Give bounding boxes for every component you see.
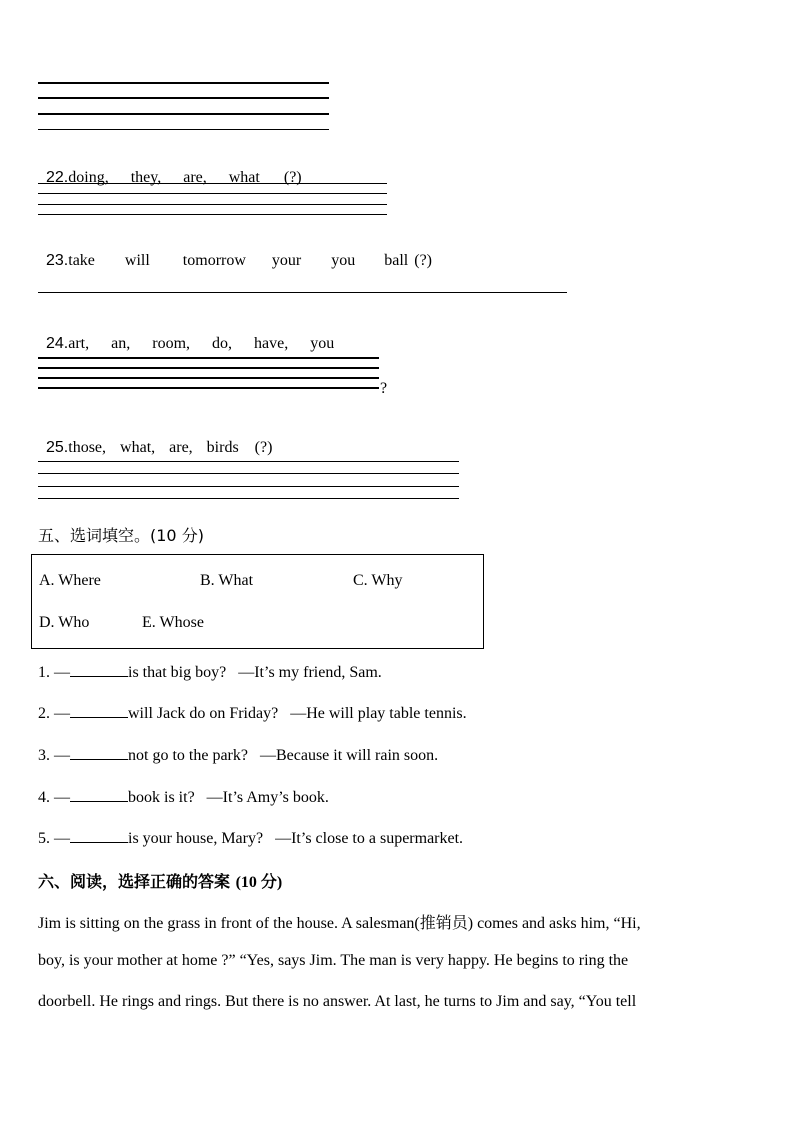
fill-item-1 [38,662,382,682]
question-number: 23. [46,252,69,269]
question-24 [38,317,334,353]
word: you [310,335,335,352]
option-b: B. What [200,572,254,589]
question-number: 24. [46,335,69,352]
answer-line [38,377,379,379]
question-number: 22. [46,169,69,186]
item-text: will Jack do on Friday? [128,705,279,722]
answer-blank[interactable] [70,828,128,843]
question-25 [38,421,272,457]
word: room, [152,335,191,352]
answer-line [38,97,329,99]
question-22 [38,151,302,187]
word: what [228,169,260,186]
option-d: D. Who [39,614,90,631]
answer-line [38,183,387,184]
passage-line: doorbell. He rings and rings. But there is no answer. At last, he turns to Jim and say, “You tell [38,993,637,1010]
word: are, [183,169,207,186]
word: an, [111,335,131,352]
item-number: 3. — [38,747,70,764]
item-answer: —It’s Amy’s book. [206,789,329,806]
item-answer: —It’s my friend, Sam. [238,664,382,681]
item-answer: —Because it will rain soon. [259,747,439,764]
word: do, [212,335,233,352]
question-23 [38,234,432,270]
word: have, [254,335,289,352]
section-6-score: (10 分) [235,874,283,891]
answer-line [38,387,379,389]
item-text: is your house, Mary? [128,830,264,847]
word: those, [68,439,107,456]
answer-line [38,214,387,215]
word: doing, [68,169,109,186]
fill-item-5 [38,828,463,848]
answer-blank[interactable] [70,745,128,760]
answer-line [38,129,329,130]
word: art, [68,335,90,352]
answer-blank[interactable] [70,703,128,718]
option-e: E. Whose [142,614,204,631]
item-text: not go to the park? [128,747,248,764]
answer-line [38,461,459,462]
answer-line [38,498,459,499]
section-6-title [38,869,282,892]
passage-line: Jim is sitting on the grass in front of the house. A salesman(推销员) comes and asks him, “Hi, [38,915,641,932]
answer-blank[interactable] [70,662,128,677]
item-answer: —He will play table tennis. [290,705,467,722]
word: tomorrow [182,252,246,269]
section-5-title: 五、选词填空。(10 分) [38,526,204,545]
word: birds [206,439,239,456]
item-text: is that big boy? [128,664,227,681]
passage-line: boy, is your mother at home ?” “Yes, says Jim. The man is very happy. He begins to ring the [38,952,629,969]
answer-line [38,204,387,205]
fill-item-2 [38,703,467,723]
answer-line [38,292,567,293]
word: your [271,252,302,269]
item-answer: —It’s close to a supermarket. [275,830,464,847]
answer-line [38,193,387,194]
item-number: 5. — [38,830,70,847]
option-c: C. Why [353,572,403,589]
word: what, [120,439,156,456]
fill-item-4 [38,787,329,807]
option-a: A. Where [39,572,101,589]
word-bank-box [31,554,484,649]
answer-blank[interactable] [70,787,128,802]
word: they, [130,169,162,186]
section-6-heading: 六、阅读，选择正确的答案 [38,872,231,891]
word: (?) [283,169,302,186]
answer-line [38,357,379,359]
word: (?) [414,252,432,269]
answer-line [38,367,379,369]
answer-line [38,113,329,115]
item-text: book is it? [128,789,195,806]
word: (?) [254,439,273,456]
answer-line [38,486,459,487]
word: you [331,252,356,269]
question-mark: ? [380,380,388,397]
word: are, [169,439,193,456]
item-number: 1. — [38,664,70,681]
question-number: 25. [46,439,69,456]
item-number: 4. — [38,789,70,806]
word: will [124,252,150,269]
word: ball [384,252,409,269]
item-number: 2. — [38,705,70,722]
answer-line [38,82,329,84]
word: take [68,252,95,269]
fill-item-3 [38,745,438,765]
answer-line [38,473,459,474]
